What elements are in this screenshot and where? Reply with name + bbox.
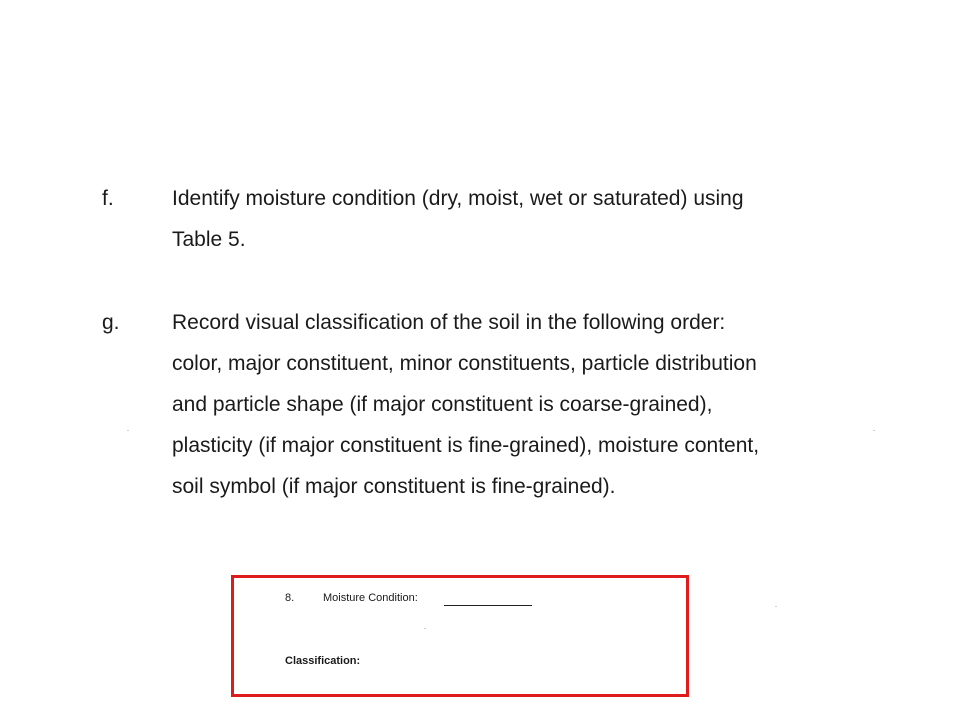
form-item-number: 8. [285, 592, 295, 604]
scan-speck [424, 628, 426, 629]
item-text-line: plasticity (if major constituent is fine-grained), moisture content, [172, 434, 760, 457]
form-excerpt-highlight [231, 575, 689, 697]
item-text-line: soil symbol (if major constituent is fine-grained). [172, 475, 616, 498]
scan-speck [775, 606, 777, 607]
moisture-condition-blank[interactable] [444, 605, 532, 606]
item-text [172, 302, 852, 507]
item-text-line: Table 5. [172, 228, 246, 251]
moisture-condition-label: Moisture Condition: [323, 592, 418, 604]
scan-speck [873, 430, 875, 431]
item-text-line: Record visual classification of the soil in the following order: [172, 311, 726, 334]
item-text-line: color, major constituent, minor constituents, particle distribution [172, 352, 757, 375]
scan-speck [127, 430, 129, 431]
classification-label: Classification: [285, 655, 361, 667]
item-letter: f. [102, 187, 114, 210]
item-text [172, 178, 852, 260]
item-text-line: and particle shape (if major constituent is coarse-grained), [172, 393, 713, 416]
item-letter: g. [102, 311, 120, 334]
item-text-line: Identify moisture condition (dry, moist, wet or saturated) using [172, 187, 744, 210]
